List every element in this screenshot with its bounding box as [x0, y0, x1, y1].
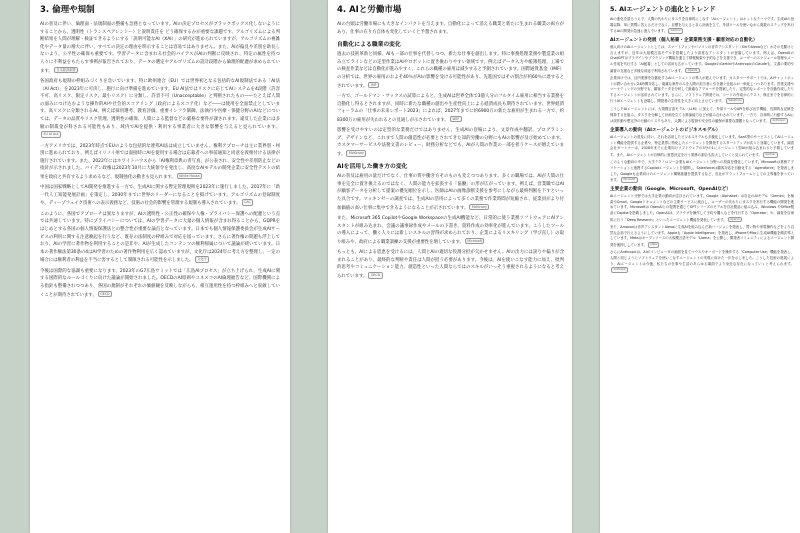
body-paragraph — [337, 173, 564, 212]
subsection-heading: AIエージェントの発展（個人秘書・企業業務支援・顧客対応の自動化） — [610, 37, 758, 43]
paragraph-text: 今後は国際的な協調も重要になります。2023年のG7広島サミットでは「広島AIプロセス」が立ち上げられ、生成AIに関する国際的なルールづくりに向けた議論が開始されました。OECDのAI原則やユネスコのAI倫理勧告など、国際機関による指針も整備されつつあり、各国の規制がそれぞれの価値観を反映しながらも、相互運用性を持つ枠組みへと収斂していくことが期待されています。 — [40, 268, 280, 298]
body-paragraph — [337, 51, 564, 90]
paragraph-text: こうしたAIエージェントには、大規模言語モデル（LLM）に加えて、外部ツールやAPIを呼び出す機能、長期的な記憶を保持する仕組み、タスクを分解して計画を立てる推論能力などが組み合わされています。一方で、自律的に行動するAIには誤作動や想定外の行動のリスクもあり、人間による監督や安全性の確保が重要な課題となっています。 — [610, 106, 794, 124]
body-paragraph — [337, 127, 564, 158]
paragraph-text: 企業向けでは、社内業務を自動化するAIエージェントの導入が進んでいます。カスタマーサポートでは、AIチャットボットが問い合わせに24時間対応し、複雑な案件のみを人間の担当者に引き継ぐ仕組みが一般化しつつあります。営業支援やマーケティングの分野でも、顧客データを分析して最適なアプローチを提案したり、定型的なレポートを自動作成したりするエージェントが活用されています。さらに、ソフトウェア開発では、コードの作成からテスト、修正までを自律的に行うAIエージェントも登場し、開発者の生産性を大きく向上させています。 — [610, 76, 794, 104]
paragraph-text: 各国政府も規制の枠組みづくりを急いでいます。特に欧州連合（EU）では世界初となる包括的なAI規制法である「AI法（AI Act）」を2023年に可決し、施行に向け準備を進めています。EU AI法ではリスクに応じてAIシステムを4段階（許容不可、高リスク、限定リスク、最小リスク）に分類し、許容不可（Unacceptable）と判断されたもの――たとえば人間の弱みにつけ込むような操作的AIや社会的スコアリング（政府によるスコア化）など――は使用を全面禁止としています。高リスクに分類されるAI、例えば採用選考、教育評価、重要インフラ制御、法執行や医療・保健分野のAIなどについては、データの品質やリスク管理、透明性の確保、人間による監督などの厳格な要件が課されます。違反した企業には多額の制裁金が科される可能性もあり、域内でAIを提供・利用する事業者に大きな影響を与えると見られています。 — [40, 78, 280, 130]
body-paragraph — [40, 21, 280, 75]
body-paragraph — [610, 135, 794, 158]
citation-chip[interactable]: McKinsey — [346, 150, 366, 157]
citation-chip[interactable]: White House — [177, 173, 202, 180]
citation-chip[interactable]: Anthropic — [611, 267, 628, 273]
citation-chip[interactable]: Meta — [648, 242, 659, 248]
citation-chip[interactable]: OECD — [98, 291, 112, 298]
body-paragraph — [337, 93, 564, 124]
body-paragraph — [40, 211, 280, 265]
citation-chip[interactable]: IMF — [368, 82, 379, 89]
citation-chip[interactable]: WEF — [450, 116, 462, 123]
page-1-content — [30, 0, 290, 299]
citation-chip[interactable]: CAC — [242, 199, 254, 206]
page-2-content — [328, 0, 572, 280]
body-paragraph — [40, 268, 280, 299]
paragraph-text: このように、各国でアプローチは異なりますが、AIの透明性・公正性の確保や人権・プライバシー保護への配慮という点では共通しています。特にプライバシーについては、AIの学習データに大量の個人情報が含まれ得ることから、GDPRをはじめとする各国の個人情報保護法との整合性が重要な論点となっています。日本でも個人情報保護委員会が生成AIサービスの利用に関する注意喚起を行うなど、既存の法制度の枠組みで対応を図っています。さらに著作権の問題も浮上しており、AIの学習に著作物を利用することの是非や、AIが生成したコンテンツの権利帰属について議論が続いています。日本の著作権法第30条の4はAI学習のための著作物利用を広く認めていますが、文化庁は2024年に考え方を整理し、一定の場合には権利者の利益を不当に害するとして制限される可能性を示しました。 — [40, 211, 280, 264]
body-paragraph — [610, 250, 794, 273]
citation-chip[interactable]: 文化庁 — [195, 256, 210, 263]
paragraph-text: AIエージェントの普及に伴い、それを活用したビジネスモデルも多様化しています。SaaS型のサービスとしてAIエージェント機能を提供する企業や、特定業界に特化したエージェントを開発するスタートアップが次々と登場しています。調査会社ガートナーは、2028年までに企業向けソフトウェアの3分の1にエージェント型AIが組み込まれると予測しています。また、AIエージェントが自律的に意思決定を行う業務の割合も拡大していくと見られています。 — [610, 135, 794, 157]
body-paragraph — [337, 215, 564, 246]
body-paragraph — [610, 17, 794, 35]
paragraph-text: 個人向けのAIエージェントとしては、スマートフォンやパソコンの音声アシスタント（SiriやAlexaなど）がその先駆けと言えますが、近年は大規模言語モデルを搭載したより高度なアシスタントが登場しています。例えば、OpenAIのChatGPTはプラグインやブラウジング機能を通じて情報検索や予約などを支援でき、ユーザーのスケジュール管理やメール作成を代行する「AI秘書」としての活用も広がっています。GoogleのGeminiやAnthropicのClaudeも、文書の要約や調査の支援など多様な用途で利用されています。 — [610, 45, 794, 73]
section-heading: 3. 倫理や規制 — [40, 5, 95, 15]
body-paragraph — [337, 249, 564, 280]
citation-chip[interactable]: OpenAI — [728, 217, 742, 223]
paragraph-text: AIの普及は雇用の量だけでなく、仕事の質や働き方そのものも変えつつあります。多くの職場では、AIが人間の仕事を完全に置き換えるのではなく、人間の能力を拡張する「協働」の形が広がっています。例えば、営業職ではAIが顧客データを分析して提案の優先順位を示し、医師はAIの画像診断支援を参考にしながら最終判断を下すといった具合です。マッキンゼーの調査では、生成AIの活用によって多くの業務で作業時間が短縮され、従業員がより付加価値の高い仕事に集中できるようになることが示されています。 — [337, 174, 564, 211]
body-paragraph — [337, 21, 564, 36]
paragraph-text: AIの台頭は労働市場にも大きなインパクトを与えます。自動化によって消える職業と新たに生まれる職業の両方があり、仕事の在り方自体も変化していくと予想されます。 — [337, 22, 564, 35]
citation-chip[interactable]: Microsoft — [465, 238, 485, 245]
subsection-heading: AIを活用した働き方の変化 — [337, 164, 408, 171]
paragraph-text: また、Amazonは音声アシスタントAlexaに生成AIを組み込んだ新バージョンを発表し、買い物や家電操作などをより自然な会話で行えるようにしています。Appleも「Apple Intelligence」を発表し、iPhoneやMacに生成AI機能を順次導入しています。Metaはオープンソースの大規模言語モデル「Llama」を公開し、開発者コミュニティによるエージェント開発を後押ししています。 — [610, 225, 794, 247]
body-paragraph — [610, 107, 794, 125]
citation-chip[interactable]: Microsoft — [621, 177, 638, 183]
body-paragraph — [610, 225, 794, 248]
paragraph-text: また、Microsoft 365 CopilotやGoogle Workspaceの生成AI機能など、日常的に使う業務ソフトウェアにAIアシスタントが組み込まれ、会議の議事録作成やメールの下書き、資料作成の効率化が進んでいます。こうしたツールの導入によって、働く人々には新しいスキルの習得が求められており、企業によるリスキリング（学び直し）の取り組みや、政府による職業訓練の支援が重要性を増しています。 — [337, 216, 564, 245]
body-paragraph — [40, 143, 280, 182]
document-page-3 — [600, 0, 800, 533]
body-paragraph — [610, 194, 794, 223]
paragraph-text: 一方で、ゴールドマン・サックスの試算によると、生成AIは世界全体で3億人分のフルタイム雇用に相当する業務を自動化し得るとされますが、同時に新たな職種の創出や生産性向上による経済成長も期待されています。世界経済フォーラムの「仕事の未来レポート2023」によれば、2027年までに約6900万の新たな雇用が生まれる一方で、約8300万の雇用が失われるとの見通しが示されています。 — [337, 93, 564, 123]
document-page-1 — [30, 0, 290, 533]
body-paragraph — [40, 78, 280, 140]
paragraph-text: AIの進化を語るうえで、人間の代わりにタスクを自律的にこなす「AIエージェント」はホットなテーマです。生成AIの登場以降、単に質問に答えるだけでなく、目標を与えると自ら計画を立て、外部ツールを使いながら複数のステップを実行するAIの開発が急速に進んでいます。 — [610, 17, 794, 34]
paragraph-text: AIの普及に伴い、倫理面・法規制面の整備も急務となっています。AIの決定プロセスがブラックボックス化しないようにすることから、透明性（トランスペアレンシー）と説明責任を どう確保するかが重要な課題です。アルゴリズムによる判断結果を人間が理解・検証できるようにする「説明可能なAI（XAI）」の研究が進められていますが、アルゴリズムの複雑化やデータ量の増大に伴い、すべての決定の理由を明示することは容易ではありません。また、AIが偏見や差別を助長しないよう、公平性の確保も重要です。学習データに含まれる社会的バイアスがAIの判断に反映され、特定の属性を持つ人々に不利益をもたらす事例が報告されており、データの選定やアルゴリズムの設計段階から倫理的配慮が求められています。 — [40, 22, 280, 74]
paragraph-text: AIエージェント分野では大手企業の動向が注目されています。Google（Alphabet）は自社のAIモデル「Gemini」を検索やGmail、Googleドキュメントなどの主要サービスに統合し、ユーザーの代わりにタスクを実行する機能の開発を進めています。Microsoftは OpenAIとの提携を通じてGPTシリーズのモデルを自社製品に組み込み、Windows やOffice製品にCopilotを搭載しました。OpenAIは、ブラウザを操作して予約や購入などを代行する「Operator」や、調査を自律的に行う「Deep Research」といったエージェント機能を発表しています。 — [610, 194, 794, 222]
citation-chip[interactable]: McKinsey — [469, 204, 489, 211]
paragraph-text: さらにAnthropicは、AIがコンピュータの画面を見てマウスやキーボードを操作する「Computer Use」機能を発表し、人間と同じようにソフトウェアを使いこなすエージェントの実現に向けた一歩を示しました。こうした技術の進展により、AIエージェントは今後、私たちの仕事や生活のあらゆる場面でより身近な存在になっていくと考えられます。 — [610, 250, 794, 266]
paragraph-text: 中国は国家戦略としてAI開発を推進する一方で、生成AIに関する暫定管理規則を2023年に施行しました。2017年に「新一代人工知能発展計画」を策定し、2030年までに世界のリーダーになることを掲げています。アルゴリズムの登録制度や、ディープフェイク技術への表示義務など、技術の社会的影響を管理する規制も導入されています。 — [40, 185, 280, 207]
paragraph-text: 一方アメリカでは、2023年時点でEUのような包括的な連邦AI法は成立していません。権利アプローチは主に業界別・州別に進められており、例えばイリノイ州では面接時にAIを使用する場合は応募者への事前通知と同意を義務付ける法律が施行されています。また、2022年にはホワイトハウスから「AI権利章典の青写真」が公表され、安全性や差別防止などの指針が示されました。バイデン政権は2023年10月に大統領令を発出し、高度なAIモデルの開発企業に安全性テストの結果を政府と共有するよう求めるなど、規制強化の動きも見られます。 — [40, 143, 280, 180]
paragraph-text: もっとも、AIによる恩恵を受けるには、人間とAIの適切な役割分担が欠かせません。AIの出力には誤りや偏りが含まれることがあり、最終的な判断や責任は人間が担う必要があります。今後は、AIを使いこなす能力に加え、批判的思考やコミュニケーション能力、創造性といった人間ならではのスキルがいっそう重視されるようになると考えられています。 — [337, 250, 564, 279]
citation-chip[interactable]: Gartner — [668, 28, 683, 34]
body-paragraph — [610, 160, 794, 183]
citation-chip[interactable]: EU AI Act — [41, 131, 61, 138]
citation-chip[interactable]: Gartner — [763, 152, 778, 158]
section-heading: 4. AIと労働市場 — [337, 5, 402, 15]
paragraph-text: 過去の技術革新と同様、AIも一部の仕事を代替しつつ、新たな仕事を創出します。特に事務処理業務や製造業の組み立てラインなどの定型作業はAIやロボットに置き換わりやすい領域です。例えばデータ入力や帳簿処理、工場での検査作業などは自動化が進みやすく、これらの職種の雇用は減少すると予測されています。国際通貨基金（IMF）の分析では、世界の雇用のおよそ40％がAIの影響を受ける可能性があり、先進国ではその割合が約60％に達するとされています。 — [337, 52, 564, 89]
paragraph-text: このような動向の中で、大手テクノロジー企業もAIエージェント分野への投資を強化しています。Microsoftは業務アプリケーションと連携するCopilotエージェントを展開し、Salesforceは顧客対応を自動化する「Agentforce」を発表しました。Googleも企業向けのエージェント構築基盤を提供するなど、各社がプラットフォームとしての主導権を争っています。 — [610, 160, 794, 183]
body-paragraph — [610, 76, 794, 105]
subsection-heading: 主要企業の動向（Google、Microsoft、OpenAIなど） — [610, 186, 732, 192]
section-heading: 5. AIエージェントの進化とトレンド — [610, 5, 716, 13]
document-page-2 — [328, 0, 572, 533]
body-paragraph — [610, 45, 794, 74]
citation-chip[interactable]: Anthropic — [770, 118, 787, 124]
citation-chip[interactable]: Salesforce — [726, 98, 744, 104]
paragraph-text: 影響を受けやすいのは定型的な業務だけではありません。生成AIの登場により、文章作成や翻訳、プログラミング、デザインなど、これまで人間の創造性が必要とされてきた知的労働の分野にもAIの影響が及び始めています。カスタマーサービスや法務文書のレビュー、財務分析などでも、AIが人間の作業の一部を担うケースが増えています。 — [337, 128, 564, 157]
subsection-heading: 自動化による職業の変化 — [337, 42, 401, 49]
subsection-heading: 企業導入の動向（AIエージェントのビジネスモデル） — [610, 127, 721, 133]
citation-chip[interactable]: 日本経済新聞 — [54, 67, 78, 74]
citation-chip[interactable]: OECD — [368, 272, 382, 279]
citation-chip[interactable]: OpenAI — [685, 68, 699, 74]
body-paragraph — [40, 184, 280, 208]
page-3-content — [600, 0, 800, 274]
